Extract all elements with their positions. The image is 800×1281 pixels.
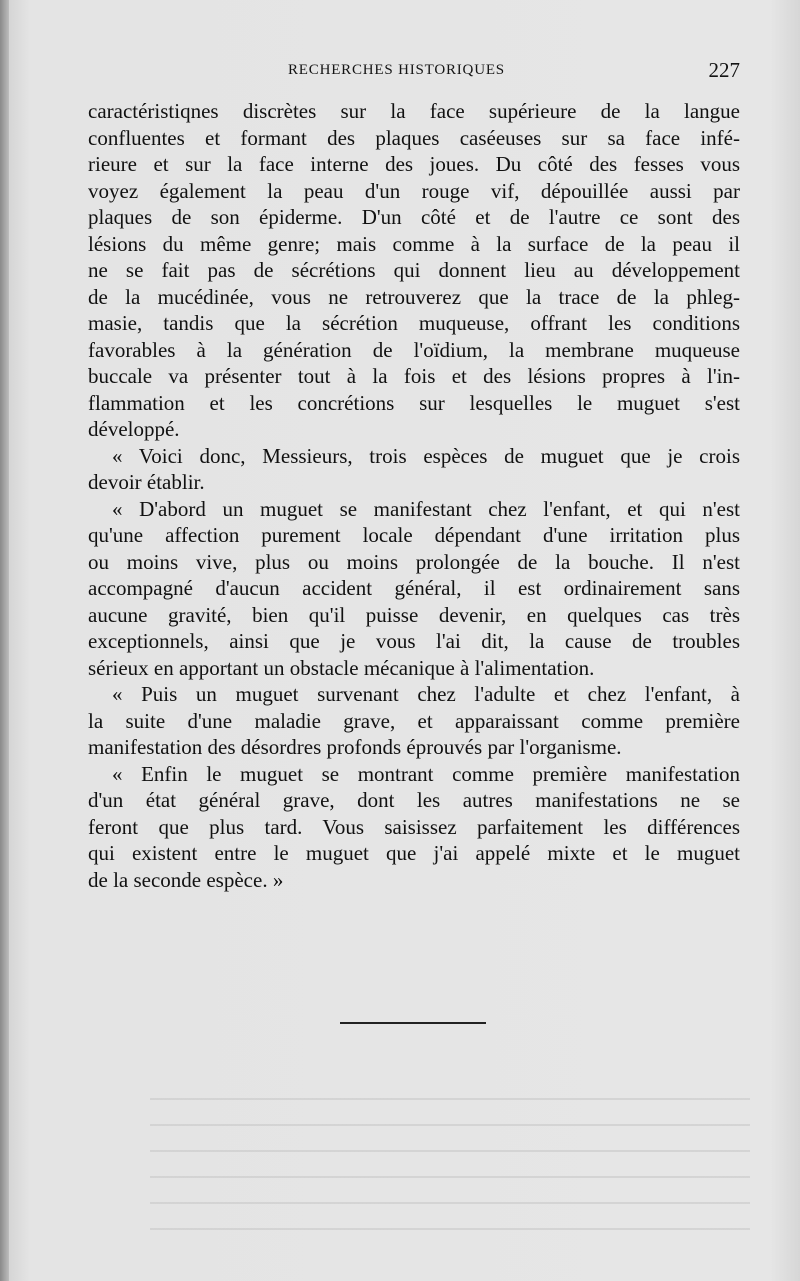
page-header: [88, 58, 740, 88]
running-head: RECHERCHES HISTORIQUES: [288, 62, 505, 78]
text-line: « Voici donc, Messieurs, trois espèces de muguet que je crois: [112, 443, 740, 468]
text-line: caractéristiqnes discrètes sur la face supérieure de la langue: [88, 99, 740, 123]
page-spine-shadow: [0, 0, 9, 1281]
text-line: buccale va présenter tout à la fois et des lésions propres à l'in-: [88, 364, 740, 388]
text-line: favorables à la génération de l'oïdium, la membrane muqueuse: [88, 337, 740, 362]
text-line: voyez également la peau d'un rouge vif, dépouillée aussi par: [88, 178, 740, 203]
section-end-rule: [340, 1022, 486, 1024]
text-line: confluentes et formant des plaques caséeuses sur sa face infé-: [88, 125, 740, 150]
text-line: ou moins vive, plus ou moins prolongée de la bouche. Il n'est: [88, 549, 740, 574]
body-text: [88, 98, 740, 893]
text-line: sérieux en apportant un obstacle mécanique à l'alimentation.: [88, 655, 595, 680]
text-line: développé.: [88, 417, 180, 441]
text-line: lésions du même genre; mais comme à la surface de la peau il: [88, 231, 740, 256]
text-line: ne se fait pas de sécrétions qui donnent lieu au développement: [88, 258, 740, 282]
text-line: masie, tandis que la sécrétion muqueuse, offrant les conditions: [88, 311, 740, 335]
show-through-text: [150, 1080, 750, 1230]
text-line: rieure et sur la face interne des joues. Du côté des fesses vous: [88, 152, 740, 176]
text-line: d'un état général grave, dont les autres manifestations ne se: [88, 788, 740, 812]
text-line: la suite d'une maladie grave, et apparaissant comme première: [88, 708, 740, 733]
text-line: « D'abord un muguet se manifestant chez l'enfant, et qui n'est: [112, 496, 740, 521]
text-line: de la mucédinée, vous ne retrouverez que la trace de la phleg-: [88, 284, 740, 309]
text-line: qu'une affection purement locale dépendant d'une irritation plus: [88, 523, 740, 547]
text-line: manifestation des désordres profonds éprouvés par l'organisme.: [88, 735, 622, 759]
text-line: exceptionnels, ainsi que je vous l'ai dit, la cause de troubles: [88, 629, 740, 653]
text-line: accompagné d'aucun accident général, il est ordinairement sans: [88, 576, 740, 600]
text-line: aucune gravité, bien qu'il puisse devenir, en quelques cas très: [88, 602, 740, 627]
text-line: flammation et les concrétions sur lesquelles le muguet s'est: [88, 390, 740, 415]
text-line: plaques de son épiderme. D'un côté et de l'autre ce sont des: [88, 205, 740, 229]
text-line: « Enfin le muguet se montrant comme première manifestation: [112, 761, 740, 786]
page-number: 227: [708, 58, 740, 82]
text-line: feront que plus tard. Vous saisissez parfaitement les différences: [88, 814, 740, 839]
text-line: « Puis un muguet survenant chez l'adulte et chez l'enfant, à: [112, 682, 740, 706]
text-line: de la seconde espèce. »: [88, 867, 284, 892]
text-line: devoir établir.: [88, 470, 205, 494]
text-line: qui existent entre le muguet que j'ai appelé mixte et le muguet: [88, 841, 740, 865]
